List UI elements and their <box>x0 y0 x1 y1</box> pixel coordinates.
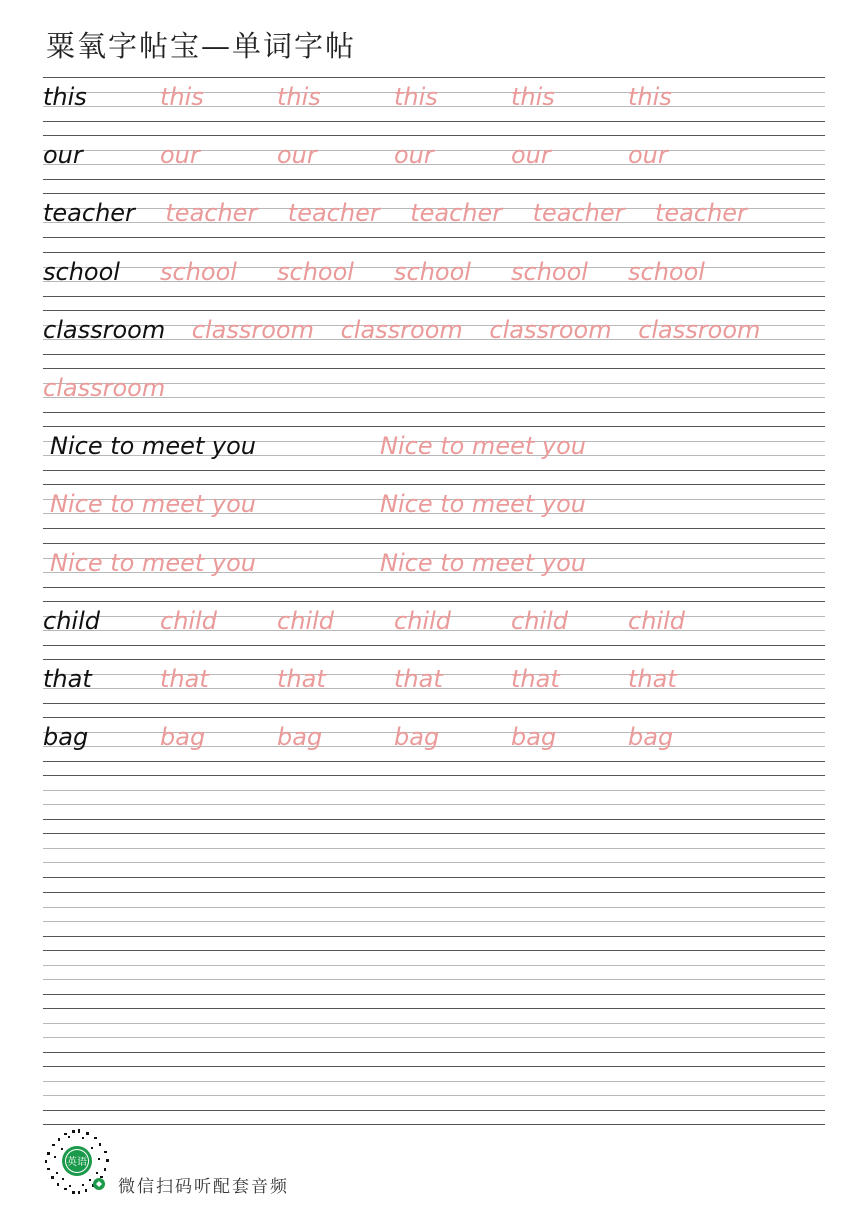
trace-word: teacher <box>165 199 258 228</box>
model-word: teacher <box>43 199 135 228</box>
practice-row <box>43 368 825 426</box>
trace-word: bag <box>511 723 557 752</box>
rule-line <box>43 1008 825 1009</box>
trace-word: child <box>394 606 451 635</box>
trace-word: classroom <box>340 315 463 344</box>
rule-line <box>43 543 825 544</box>
rule-line <box>43 354 825 355</box>
trace-word: bag <box>277 723 323 752</box>
rule-line <box>43 135 825 136</box>
rule-line <box>43 601 825 602</box>
rule-line <box>43 645 825 646</box>
practice-row <box>43 775 825 833</box>
trace-word: bag <box>628 723 674 752</box>
trace-word: this <box>511 83 555 111</box>
rule-line <box>43 1095 825 1096</box>
rule-line <box>43 804 825 805</box>
trace-word: school <box>160 257 237 286</box>
trace-word: bag <box>160 723 206 752</box>
trace-word: that <box>628 664 677 693</box>
model-word: our <box>43 141 83 170</box>
model-word: child <box>43 606 100 635</box>
trace-word: teacher <box>532 199 625 228</box>
rule-line <box>43 1110 825 1111</box>
rule-line <box>43 1124 825 1125</box>
trace-word: classroom <box>489 315 612 344</box>
model-word: Nice to meet you <box>50 432 256 461</box>
rule-line <box>43 193 825 194</box>
rule-line <box>43 892 825 893</box>
rule-line <box>43 1052 825 1053</box>
rule-line <box>43 921 825 922</box>
rule-line <box>43 703 825 704</box>
rule-line <box>43 237 825 238</box>
footer-caption: 微信扫码听配套音频 <box>118 1177 289 1197</box>
trace-word: that <box>511 664 560 693</box>
trace-word: teacher <box>655 199 747 228</box>
rule-line <box>43 862 825 863</box>
qr-badge-label: 英语 <box>67 1157 87 1168</box>
rule-line <box>43 77 825 78</box>
practice-row <box>43 892 825 950</box>
rule-line <box>43 1081 825 1082</box>
practice-sheet <box>43 77 825 1125</box>
rule-line <box>43 470 825 471</box>
rule-line <box>43 1037 825 1038</box>
trace-word: our <box>511 141 551 170</box>
practice-row <box>43 252 825 310</box>
trace-word: Nice to meet you <box>50 548 256 577</box>
practice-row <box>43 135 825 193</box>
trace-word: Nice to meet you <box>380 548 586 577</box>
trace-word: classroom <box>43 373 166 402</box>
trace-word: Nice to meet you <box>50 490 256 519</box>
trace-word: school <box>628 257 705 286</box>
trace-word: classroom <box>191 315 314 344</box>
trace-word: this <box>277 83 321 111</box>
rule-line <box>43 484 825 485</box>
trace-word: school <box>394 257 471 286</box>
trace-word: child <box>511 606 568 635</box>
trace-word: this <box>628 83 672 111</box>
trace-word: this <box>160 83 204 111</box>
trace-word: teacher <box>410 199 503 228</box>
practice-row <box>43 1008 825 1066</box>
practice-row <box>43 543 825 601</box>
trace-word: Nice to meet you <box>380 432 586 461</box>
practice-row <box>43 717 825 775</box>
rule-line <box>43 717 825 718</box>
rule-line <box>43 819 825 820</box>
trace-word: Nice to meet you <box>380 490 586 519</box>
rule-line <box>43 426 825 427</box>
trace-word: our <box>628 141 668 170</box>
qr-code-icon <box>42 1128 112 1196</box>
trace-word: child <box>160 606 217 635</box>
trace-word: child <box>277 606 334 635</box>
trace-word: our <box>160 141 200 170</box>
page-title: 粟氧字帖宝—单词字帖 <box>46 29 357 63</box>
rule-line <box>43 528 825 529</box>
practice-row <box>43 659 825 717</box>
trace-word: school <box>511 257 588 286</box>
rule-line <box>43 950 825 951</box>
practice-row <box>43 310 825 368</box>
trace-word: that <box>160 664 209 693</box>
practice-row <box>43 1066 825 1124</box>
model-word: classroom <box>43 315 166 344</box>
rule-line <box>43 659 825 660</box>
rule-line <box>43 310 825 311</box>
trace-word: our <box>277 141 317 170</box>
trace-word: bag <box>394 723 440 752</box>
practice-row <box>43 484 825 542</box>
rule-line <box>43 790 825 791</box>
trace-word: classroom <box>638 315 761 344</box>
model-word: this <box>43 83 87 111</box>
rule-line <box>43 1023 825 1024</box>
rule-line <box>43 121 825 122</box>
practice-row <box>43 601 825 659</box>
trace-word: that <box>394 664 443 693</box>
model-word: bag <box>43 723 89 752</box>
rule-line <box>43 775 825 776</box>
practice-row <box>43 950 825 1008</box>
rule-line <box>43 965 825 966</box>
rule-line <box>43 179 825 180</box>
practice-row <box>43 193 825 251</box>
rule-line <box>43 848 825 849</box>
rule-line <box>43 994 825 995</box>
rule-line <box>43 412 825 413</box>
trace-word: this <box>394 83 438 111</box>
practice-row <box>43 426 825 484</box>
trace-word: teacher <box>287 199 380 228</box>
rule-line <box>43 833 825 834</box>
rule-line <box>43 761 825 762</box>
rule-line <box>43 1066 825 1067</box>
rule-line <box>43 587 825 588</box>
practice-row <box>43 833 825 891</box>
rule-line <box>43 296 825 297</box>
model-word: school <box>43 257 120 286</box>
rule-line <box>43 936 825 937</box>
rule-line <box>43 877 825 878</box>
rule-line <box>43 368 825 369</box>
rule-line <box>43 252 825 253</box>
trace-word: school <box>277 257 354 286</box>
rule-line <box>43 979 825 980</box>
practice-row <box>43 77 825 135</box>
rule-line <box>43 907 825 908</box>
trace-word: that <box>277 664 326 693</box>
model-word: that <box>43 664 92 693</box>
trace-word: child <box>628 606 685 635</box>
trace-word: our <box>394 141 434 170</box>
